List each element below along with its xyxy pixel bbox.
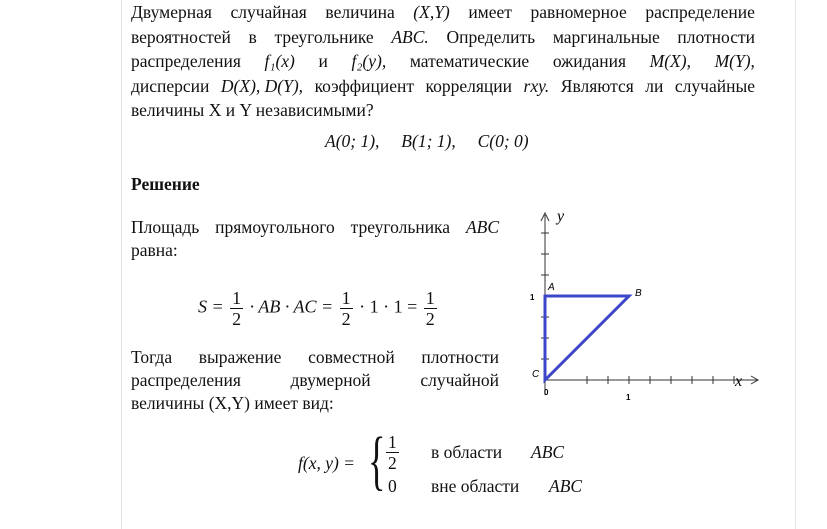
problem-line-4 (131, 74, 755, 99)
formula-part: · 1 · 1 = (359, 296, 418, 317)
case1-region: ABC (531, 442, 565, 462)
x-tick-label: 1 (626, 393, 631, 402)
numerator: 1 (341, 288, 351, 308)
area-formula (198, 288, 439, 329)
word: в (248, 26, 257, 47)
denominator: 2 (232, 309, 242, 329)
word: Определить (446, 26, 536, 47)
y-tick-label: 1 (530, 293, 535, 302)
formula-lhs: S = (198, 296, 224, 317)
density-line-1 (131, 346, 499, 369)
word: Двумерная (131, 2, 212, 22)
word: величина (325, 2, 395, 22)
word: Площадь (131, 217, 200, 237)
fraction-result (424, 288, 437, 329)
word: ли (645, 75, 664, 96)
word: вероятностей (131, 26, 231, 47)
word: случайные (674, 75, 755, 96)
word: выражение (198, 347, 282, 367)
my: M(Y), (714, 51, 755, 71)
area-text (131, 216, 499, 262)
word: математические (409, 51, 530, 71)
word: и (318, 51, 328, 71)
numerator: 1 (232, 288, 242, 308)
page-margin-line-left (121, 0, 122, 529)
word: маргинальные (552, 26, 660, 47)
triangle-vertices: A(0; 1), B(1; 1), C(0; 0) (325, 131, 529, 151)
origin-label: 0 (544, 388, 549, 397)
numerator: 1 (425, 288, 435, 308)
word: Тогда (131, 347, 173, 367)
point-a-label: A (548, 282, 555, 293)
denominator: 2 (425, 309, 435, 329)
solution-heading: Решение (131, 174, 200, 194)
word: имеет (468, 2, 512, 22)
f1-x: f₁(x) (264, 51, 295, 71)
denominator: 2 (388, 453, 397, 473)
density-lhs: f(x, y) = (298, 453, 355, 473)
triangle-graph (505, 205, 760, 405)
var-xy: (X,Y) (413, 2, 450, 22)
case2-region: ABC (549, 476, 583, 496)
word: двумерной (290, 370, 371, 390)
left-brace-icon: { (368, 424, 386, 497)
word: распределения (131, 51, 241, 71)
word: Являются (560, 75, 634, 96)
area-line-2: равна: (131, 240, 178, 260)
problem-line-5: величины X и Y независимыми? (131, 100, 374, 120)
denominator: 2 (341, 309, 351, 329)
f2-y: f₂(y), (351, 51, 387, 71)
case2-value: 0 (388, 476, 397, 496)
formula-part: · AB · AC = (249, 296, 334, 317)
y-axis-label: y (557, 208, 565, 225)
word: корреляции (425, 75, 513, 96)
page-margin-line-right (795, 0, 796, 529)
triangle-abc: ABC. (391, 26, 429, 47)
word: треугольника (350, 217, 451, 237)
problem-line-3 (131, 49, 755, 74)
triangle-abc: ABC (465, 217, 499, 237)
word: ожидания (552, 51, 627, 71)
word: случайной (420, 370, 499, 390)
problem-line-2 (131, 25, 755, 50)
case1-condition: в области (431, 442, 503, 462)
fraction-half (230, 288, 243, 329)
mx: M(X), (649, 51, 691, 71)
numerator: 1 (388, 432, 397, 452)
density-line-3: величины (X,Y) имеет вид: (131, 393, 334, 413)
point-c-label: C (532, 369, 540, 380)
area-line-1 (131, 216, 499, 239)
word: случайная (230, 2, 307, 22)
word: прямоугольного (215, 217, 335, 237)
word: равномерное (530, 2, 627, 22)
rxy: rxy. (523, 75, 550, 96)
x-axis-label: x (735, 373, 743, 390)
word: коэффициент (314, 75, 414, 96)
dx-dy: D(X), D(Y), (220, 75, 304, 96)
word: треугольнике (274, 26, 374, 47)
fraction-half (340, 288, 353, 329)
word: распределения (131, 370, 241, 390)
word: плотности (677, 26, 755, 47)
word: совместной (308, 347, 395, 367)
triangle-abc-shape (545, 296, 629, 380)
word: плотности (421, 347, 499, 367)
density-line-2 (131, 369, 499, 392)
point-b-label: B (635, 288, 642, 299)
problem-statement (131, 0, 755, 123)
word: дисперсии (131, 75, 210, 96)
density-text (131, 346, 499, 415)
case1-fraction (386, 432, 399, 473)
word: распределение (645, 2, 755, 22)
case2-condition: вне области (431, 476, 520, 496)
problem-line-1 (131, 0, 755, 25)
